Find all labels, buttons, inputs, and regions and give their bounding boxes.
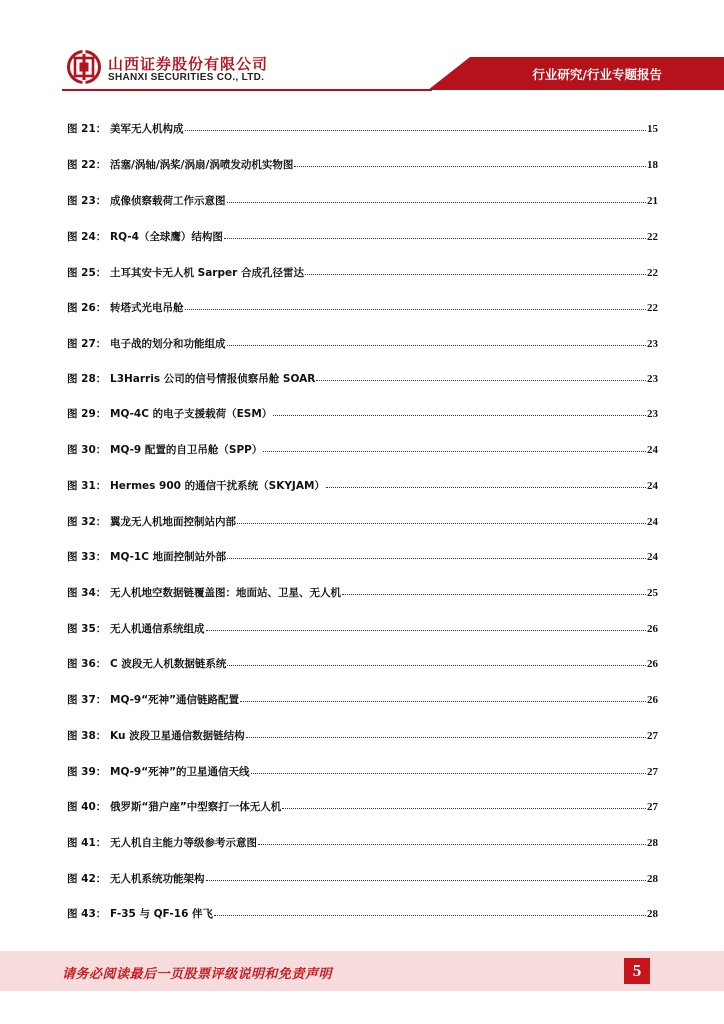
dot-leader (246, 736, 646, 738)
figure-title: MQ-9 配置的自卫吊舱（SPP） (110, 444, 263, 456)
figure-page-number: 26 (647, 694, 658, 706)
figure-page-number: 24 (647, 551, 658, 563)
dot-leader (258, 843, 646, 845)
figure-label: 图 41： (67, 837, 107, 849)
dot-leader (316, 379, 646, 381)
figure-entry[interactable] (67, 478, 658, 496)
figure-label: 图 29： (67, 408, 107, 420)
figure-title: 活塞/涡轴/涡桨/涡扇/涡喷发动机实物图 (110, 159, 294, 171)
figure-title: MQ-1C 地面控制站外部 (110, 551, 227, 563)
figure-label: 图 39： (67, 766, 107, 778)
page-number-badge: 5 (624, 958, 650, 984)
figure-page-number: 27 (647, 766, 658, 778)
dot-leader (305, 273, 646, 275)
figure-page-number: 26 (647, 623, 658, 635)
figure-label: 图 24： (67, 231, 107, 243)
figure-page-number: 22 (647, 267, 658, 279)
figure-entry[interactable] (67, 656, 658, 674)
figure-entry[interactable] (67, 300, 658, 318)
figure-label: 图 43： (67, 908, 107, 920)
figure-page-number: 21 (647, 195, 658, 207)
figure-entry[interactable] (67, 835, 658, 853)
figure-title: L3Harris 公司的信号情报侦察吊舱 SOAR (110, 373, 316, 385)
figure-title: RQ-4（全球鹰）结构图 (110, 231, 223, 243)
figure-label: 图 30： (67, 444, 107, 456)
dot-leader (206, 879, 647, 881)
figure-entry[interactable] (67, 585, 658, 603)
company-name-cn: 山西证券股份有限公司 (108, 55, 269, 73)
figure-label: 图 32： (67, 516, 107, 528)
figure-page-number: 24 (647, 516, 658, 528)
figure-title: 土耳其安卡无人机 Sarper 合成孔径雷达 (110, 267, 304, 279)
dot-leader (273, 414, 646, 416)
figure-page-number: 28 (647, 837, 658, 849)
figure-entry[interactable] (67, 442, 658, 460)
figure-entry[interactable] (67, 157, 658, 175)
figure-entry[interactable] (67, 265, 658, 283)
figure-page-number: 28 (647, 908, 658, 920)
figure-entry[interactable] (67, 229, 658, 247)
figure-page-number: 18 (647, 159, 658, 171)
figure-title: 无人机系统功能架构 (110, 873, 205, 885)
dot-leader (237, 522, 646, 524)
figure-title: Ku 波段卫星通信数据链结构 (110, 730, 245, 742)
figure-label: 图 36： (67, 658, 107, 670)
figure-title: 无人机通信系统组成 (110, 623, 205, 635)
dot-leader (224, 237, 646, 239)
figure-title: 美军无人机构成 (110, 123, 184, 135)
figure-label: 图 40： (67, 801, 107, 813)
figure-title: 转塔式光电吊舱 (110, 302, 184, 314)
figure-title: 电子战的划分和功能组成 (110, 338, 226, 350)
page-header (0, 0, 724, 100)
report-type-label: 行业研究/行业专题报告 (532, 67, 662, 82)
figure-entry[interactable] (67, 728, 658, 746)
figure-title: MQ-9“死神”的卫星通信天线 (110, 766, 250, 778)
figure-page-number: 24 (647, 480, 658, 492)
dot-leader (251, 772, 646, 774)
dot-leader (214, 914, 646, 916)
figure-label: 图 25： (67, 267, 107, 279)
figure-page-number: 23 (647, 338, 658, 350)
figure-label: 图 26： (67, 302, 107, 314)
dot-leader (326, 486, 646, 488)
header-rule (62, 89, 432, 91)
figure-title: 翼龙无人机地面控制站内部 (110, 516, 236, 528)
dot-leader (206, 629, 647, 631)
figure-label: 图 42： (67, 873, 107, 885)
figure-title: 俄罗斯“猎户座”中型察打一体无人机 (110, 801, 282, 813)
figure-title: 无人机地空数据链覆盖图：地面站、卫星、无人机 (110, 587, 341, 599)
figure-title: Hermes 900 的通信干扰系统（SKYJAM） (110, 480, 325, 492)
figure-title: 成像侦察载荷工作示意图 (110, 195, 226, 207)
dot-leader (263, 450, 646, 452)
figure-page-number: 23 (647, 408, 658, 420)
figure-entry[interactable] (67, 692, 658, 710)
figure-label: 图 34： (67, 587, 107, 599)
figure-entry[interactable] (67, 121, 658, 139)
figure-entry[interactable] (67, 193, 658, 211)
figure-label: 图 27： (67, 338, 107, 350)
dot-leader (240, 700, 646, 702)
company-name-en: SHANXI SECURITIES CO., LTD. (108, 72, 265, 83)
figure-label: 图 21： (67, 123, 107, 135)
figure-entry[interactable] (67, 871, 658, 889)
figure-entry[interactable] (67, 549, 658, 567)
figure-title: C 波段无人机数据链系统 (110, 658, 227, 670)
figure-label: 图 22： (67, 159, 107, 171)
figure-label: 图 23： (67, 195, 107, 207)
figure-title: MQ-9“死神”通信链路配置 (110, 694, 240, 706)
dot-leader (294, 165, 646, 167)
figure-page-number: 22 (647, 302, 658, 314)
page-footer (0, 951, 724, 991)
figure-page-number: 22 (647, 231, 658, 243)
figure-page-number: 27 (647, 801, 658, 813)
figure-entry[interactable] (67, 371, 658, 389)
dot-leader (185, 308, 647, 310)
figure-page-number: 23 (647, 373, 658, 385)
header-decoration (0, 0, 724, 100)
dot-leader (282, 807, 646, 809)
figure-page-number: 15 (647, 123, 658, 135)
figure-page-number: 26 (647, 658, 658, 670)
figure-page-number: 27 (647, 730, 658, 742)
dot-leader (342, 593, 646, 595)
figure-label: 图 28： (67, 373, 107, 385)
figure-entry[interactable] (67, 336, 658, 354)
figure-label: 图 35： (67, 623, 107, 635)
figure-title: F-35 与 QF-16 伴飞 (110, 908, 214, 920)
figure-label: 图 38： (67, 730, 107, 742)
figure-title: 无人机自主能力等级参考示意图 (110, 837, 257, 849)
disclaimer-text: 请务必阅读最后一页股票评级说明和免责声明 (62, 967, 333, 982)
dot-leader (227, 344, 647, 346)
figure-entry[interactable] (67, 621, 658, 639)
figure-page-number: 28 (647, 873, 658, 885)
dot-leader (185, 129, 647, 131)
figure-entry[interactable] (67, 406, 658, 424)
figure-label: 图 31： (67, 480, 107, 492)
figure-title: MQ-4C 的电子支援载荷（ESM） (110, 408, 273, 420)
figure-entry[interactable] (67, 764, 658, 782)
figure-entry[interactable] (67, 799, 658, 817)
dot-leader (227, 201, 647, 203)
dot-leader (227, 557, 646, 559)
figure-entry[interactable] (67, 906, 658, 924)
figure-page-number: 25 (647, 587, 658, 599)
figure-label: 图 37： (67, 694, 107, 706)
figure-label: 图 33： (67, 551, 107, 563)
dot-leader (227, 664, 646, 666)
figure-entry[interactable] (67, 514, 658, 532)
figure-page-number: 24 (647, 444, 658, 456)
shanxi-securities-logo-icon (67, 50, 101, 84)
